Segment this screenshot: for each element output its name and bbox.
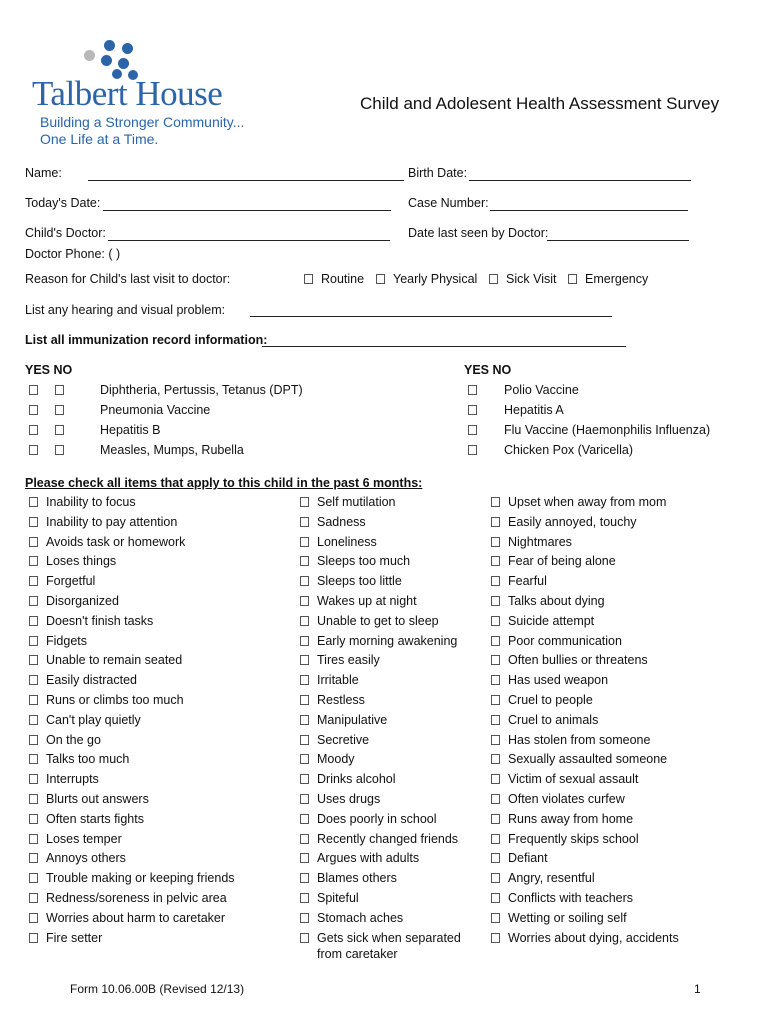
name-label: Name: bbox=[25, 166, 62, 180]
checklist-label: Sexually assaulted someone bbox=[508, 752, 668, 767]
checklist-item[interactable] bbox=[491, 534, 681, 552]
checkbox[interactable] bbox=[491, 497, 500, 507]
doctor-phone-label[interactable]: Doctor Phone: ( ) bbox=[25, 247, 121, 261]
checklist-label: Redness/soreness in pelvic area bbox=[46, 891, 227, 905]
page-number: 1 bbox=[694, 982, 701, 996]
checkbox[interactable] bbox=[491, 517, 500, 527]
birth-date-label: Birth Date: bbox=[408, 166, 468, 180]
checkbox[interactable] bbox=[300, 537, 309, 547]
checkbox[interactable] bbox=[29, 576, 38, 586]
checkbox[interactable] bbox=[491, 596, 500, 606]
logo-dot bbox=[122, 43, 133, 54]
checklist-item[interactable] bbox=[300, 494, 490, 512]
checklist-item[interactable] bbox=[300, 910, 490, 928]
checklist-item[interactable] bbox=[491, 652, 681, 670]
checklist-item[interactable] bbox=[29, 890, 227, 908]
checklist-item[interactable] bbox=[29, 910, 226, 928]
checkbox[interactable] bbox=[491, 933, 500, 943]
checkbox[interactable] bbox=[568, 274, 577, 284]
checklist-label: Gets sick when separated bbox=[317, 930, 461, 945]
checkbox[interactable] bbox=[491, 754, 500, 764]
checkbox[interactable] bbox=[491, 913, 500, 923]
yes-checkbox[interactable] bbox=[29, 425, 38, 435]
form-number: Form 10.06.00B (Revised 12/13) bbox=[70, 982, 245, 996]
checklist-item[interactable] bbox=[300, 633, 490, 651]
checklist-label: Disorganized bbox=[46, 594, 119, 608]
checklist-item[interactable] bbox=[300, 771, 490, 789]
checkbox[interactable] bbox=[29, 675, 38, 685]
checklist-item[interactable] bbox=[491, 732, 681, 750]
checkbox[interactable] bbox=[29, 893, 38, 903]
checkbox[interactable] bbox=[29, 556, 38, 566]
checklist-item[interactable] bbox=[491, 771, 681, 789]
checkbox[interactable] bbox=[304, 274, 313, 284]
checklist-label: Does poorly in school bbox=[317, 811, 437, 826]
checklist-label: Has used weapon bbox=[508, 673, 609, 688]
checklist-item[interactable] bbox=[29, 751, 219, 769]
checklist-item[interactable] bbox=[29, 870, 235, 888]
checklist-item[interactable] bbox=[491, 553, 681, 571]
checkbox[interactable] bbox=[29, 913, 38, 923]
vaccine-label: Flu Vaccine (Haemonphilis Influenza) bbox=[504, 423, 711, 437]
hearing-field[interactable] bbox=[250, 316, 612, 317]
checklist-label: Talks too much bbox=[46, 752, 130, 767]
checklist-item[interactable] bbox=[491, 791, 681, 809]
no-checkbox[interactable] bbox=[55, 445, 64, 455]
option-label: Routine bbox=[321, 272, 365, 286]
checkbox[interactable] bbox=[29, 517, 38, 527]
checkbox[interactable] bbox=[489, 274, 498, 284]
checklist-label: Nightmares bbox=[508, 534, 572, 549]
checkbox[interactable] bbox=[300, 794, 309, 804]
checklist-item[interactable] bbox=[29, 534, 219, 552]
checkbox[interactable] bbox=[29, 873, 38, 883]
checklist-label: Early morning awakening bbox=[317, 633, 458, 648]
yes-no-header: YES NO bbox=[464, 363, 512, 377]
checklist-label: Sadness bbox=[317, 514, 366, 529]
checklist-item[interactable] bbox=[300, 613, 490, 631]
checklist-item[interactable] bbox=[491, 870, 681, 888]
checkbox[interactable] bbox=[376, 274, 385, 284]
checklist-label: Worries about harm to caretaker bbox=[46, 910, 226, 925]
option-label: Emergency bbox=[585, 272, 649, 286]
checklist-item[interactable] bbox=[300, 811, 490, 829]
reason-label: Reason for Child's last visit to doctor: bbox=[25, 272, 231, 286]
checklist-label: Moody bbox=[317, 752, 355, 767]
checkbox[interactable] bbox=[300, 655, 309, 665]
logo-tagline: One Life at a Time. bbox=[40, 131, 159, 147]
hearing-label: List any hearing and visual problem: bbox=[25, 303, 226, 317]
checklist-label: Easily distracted bbox=[46, 673, 138, 688]
checklist-item[interactable] bbox=[491, 910, 681, 928]
checklist-item[interactable] bbox=[491, 692, 681, 710]
checklist-label: Runs away from home bbox=[508, 811, 634, 826]
checkbox[interactable] bbox=[300, 695, 309, 705]
checkbox[interactable] bbox=[29, 754, 38, 764]
checklist-item[interactable] bbox=[300, 732, 490, 750]
checkbox[interactable] bbox=[300, 754, 309, 764]
checklist-item[interactable] bbox=[491, 930, 681, 948]
vaccine-label: Chicken Pox (Varicella) bbox=[504, 443, 633, 457]
checklist-label: Restless bbox=[317, 693, 365, 707]
checkbox[interactable] bbox=[300, 774, 309, 784]
checklist-item[interactable] bbox=[491, 494, 681, 512]
checklist-item[interactable] bbox=[29, 553, 219, 571]
checklist-item[interactable] bbox=[300, 534, 490, 552]
checklist-item[interactable] bbox=[491, 613, 681, 631]
checklist-label: Tires easily bbox=[317, 653, 380, 668]
checkbox[interactable] bbox=[29, 636, 38, 646]
checklist-label: On the go bbox=[46, 732, 101, 747]
vaccine-label: Measles, Mumps, Rubella bbox=[100, 443, 244, 457]
checkbox[interactable] bbox=[300, 853, 309, 863]
no-checkbox[interactable] bbox=[55, 425, 64, 435]
checklist-label: Uses drugs bbox=[317, 792, 381, 806]
vaccine-label: Hepatitis A bbox=[504, 403, 564, 417]
checkbox[interactable] bbox=[300, 814, 309, 824]
checklist-label: Angry, resentful bbox=[508, 871, 595, 886]
checklist-item[interactable] bbox=[300, 593, 490, 611]
checklist-item[interactable] bbox=[29, 732, 219, 750]
checklist-item[interactable] bbox=[29, 850, 219, 868]
checkbox[interactable] bbox=[491, 655, 500, 665]
checkbox[interactable] bbox=[29, 853, 38, 863]
checklist-label: Loneliness bbox=[317, 534, 377, 549]
checklist-label: Drinks alcohol bbox=[317, 772, 396, 787]
checklist-item[interactable] bbox=[300, 692, 490, 710]
option-yearly-physical[interactable] bbox=[376, 271, 486, 289]
checkbox[interactable] bbox=[29, 794, 38, 804]
checklist-label: Has stolen from someone bbox=[508, 732, 651, 747]
checkbox[interactable] bbox=[29, 774, 38, 784]
checklist-label: Spiteful bbox=[317, 891, 359, 905]
option-label: Sick Visit bbox=[506, 272, 557, 286]
checklist-item[interactable] bbox=[300, 514, 490, 532]
checklist-item[interactable] bbox=[300, 791, 490, 809]
checkbox[interactable] bbox=[491, 556, 500, 566]
checklist-item[interactable] bbox=[29, 831, 219, 849]
checklist-item[interactable] bbox=[300, 850, 490, 868]
checklist-item[interactable] bbox=[491, 850, 681, 868]
checklist-item-continuation[interactable] bbox=[300, 946, 490, 964]
checklist-label: Worries about dying, accidents bbox=[508, 930, 679, 945]
checklist-label: Inability to pay attention bbox=[46, 514, 178, 529]
checkbox[interactable] bbox=[29, 715, 38, 725]
case-number-label: Case Number: bbox=[408, 196, 489, 210]
checklist-item[interactable] bbox=[300, 870, 490, 888]
checkbox[interactable] bbox=[300, 715, 309, 725]
checklist-label: Often starts fights bbox=[46, 811, 144, 826]
option-label: Yearly Physical bbox=[393, 272, 478, 286]
date-last-seen-label: Date last seen by Doctor: bbox=[408, 226, 549, 240]
option-sick-visit[interactable] bbox=[489, 271, 564, 289]
yes-checkbox[interactable] bbox=[29, 445, 38, 455]
checkbox[interactable] bbox=[29, 814, 38, 824]
checkbox[interactable] bbox=[491, 853, 500, 863]
checkbox[interactable] bbox=[491, 794, 500, 804]
checklist-label: Secretive bbox=[317, 732, 370, 747]
checklist-label: Easily annoyed, touchy bbox=[508, 514, 637, 529]
checklist-item[interactable] bbox=[29, 712, 219, 730]
checklist-item[interactable] bbox=[300, 890, 490, 908]
checklist-label: Wakes up at night bbox=[317, 594, 417, 608]
checkbox[interactable] bbox=[300, 596, 309, 606]
checklist-label: Loses temper bbox=[46, 831, 122, 846]
case-number-field[interactable] bbox=[490, 210, 688, 211]
checklist-item[interactable] bbox=[300, 553, 490, 571]
immunization-heading: List all immunization record information: bbox=[25, 333, 268, 347]
checklist-item[interactable] bbox=[29, 930, 219, 948]
yes-checkbox[interactable] bbox=[468, 385, 477, 395]
checklist-label: Fidgets bbox=[46, 633, 87, 648]
checkbox[interactable] bbox=[29, 616, 38, 626]
document-title: Child and Adolesent Health Assessment Survey bbox=[360, 94, 720, 113]
option-routine[interactable] bbox=[304, 271, 374, 289]
checklist-label: Blames others bbox=[317, 871, 397, 886]
logo-dot bbox=[118, 58, 129, 69]
checklist-label: Blurts out answers bbox=[46, 792, 149, 806]
checklist-item[interactable] bbox=[491, 633, 681, 651]
checkbox[interactable] bbox=[491, 873, 500, 883]
checklist-item[interactable] bbox=[29, 573, 219, 591]
checklist-label: Fear of being alone bbox=[508, 554, 616, 569]
checklist-label: Conflicts with teachers bbox=[508, 891, 634, 905]
checkbox[interactable] bbox=[300, 636, 309, 646]
checkbox[interactable] bbox=[491, 814, 500, 824]
checklist-label: Talks about dying bbox=[508, 594, 605, 608]
checklist-item[interactable] bbox=[300, 751, 490, 769]
checklist-item[interactable] bbox=[491, 573, 681, 591]
checklist-item[interactable] bbox=[29, 692, 219, 710]
checkbox[interactable] bbox=[491, 636, 500, 646]
checklist-label: Often bullies or threatens bbox=[508, 653, 648, 668]
checklist-item[interactable] bbox=[491, 890, 681, 908]
checkbox[interactable] bbox=[300, 616, 309, 626]
checklist-label: Manipulative bbox=[317, 712, 388, 727]
checklist-label: Cruel to people bbox=[508, 693, 593, 707]
checklist-item[interactable] bbox=[300, 652, 490, 670]
checklist-label: Unable to remain seated bbox=[46, 653, 183, 668]
checklist-item[interactable] bbox=[300, 573, 490, 591]
checkbox[interactable] bbox=[29, 537, 38, 547]
logo-dot bbox=[84, 50, 95, 61]
checkbox[interactable] bbox=[491, 774, 500, 784]
checklist-label: Poor communication bbox=[508, 633, 622, 648]
checklist-item[interactable] bbox=[29, 593, 219, 611]
checkbox[interactable] bbox=[491, 735, 500, 745]
logo-dot bbox=[101, 55, 112, 66]
yes-no-header: YES NO bbox=[25, 363, 73, 377]
checkbox[interactable] bbox=[491, 695, 500, 705]
checklist-item[interactable] bbox=[29, 791, 219, 809]
checklist-label: Fire setter bbox=[46, 930, 103, 945]
checklist-item[interactable] bbox=[29, 514, 219, 532]
checkbox[interactable] bbox=[300, 675, 309, 685]
checklist-label: Cruel to animals bbox=[508, 712, 599, 727]
checklist-item[interactable] bbox=[29, 652, 219, 670]
yes-checkbox[interactable] bbox=[468, 425, 477, 435]
checkbox[interactable] bbox=[300, 735, 309, 745]
checkbox[interactable] bbox=[29, 695, 38, 705]
checkbox[interactable] bbox=[300, 933, 309, 943]
checklist-item[interactable] bbox=[29, 811, 219, 829]
checkbox[interactable] bbox=[300, 576, 309, 586]
checklist-label: Argues with adults bbox=[317, 851, 420, 866]
checklist-item[interactable] bbox=[29, 672, 219, 690]
immunization-field[interactable] bbox=[262, 346, 626, 347]
checkbox[interactable] bbox=[491, 675, 500, 685]
yes-checkbox[interactable] bbox=[468, 405, 477, 415]
yes-checkbox[interactable] bbox=[468, 445, 477, 455]
checkbox[interactable] bbox=[29, 735, 38, 745]
checklist-item[interactable] bbox=[491, 514, 681, 532]
checklist-label: Self mutilation bbox=[317, 495, 396, 509]
logo-brand: Talbert House bbox=[32, 74, 223, 113]
checklist-item[interactable] bbox=[491, 672, 681, 690]
todays-date-field[interactable] bbox=[103, 210, 391, 211]
checkbox[interactable] bbox=[29, 834, 38, 844]
checklist-heading: Please check all items that apply to this child in the past 6 months: bbox=[25, 476, 423, 490]
vaccine-label: Pneumonia Vaccine bbox=[100, 403, 211, 417]
checkbox[interactable] bbox=[29, 655, 38, 665]
checklist-item[interactable] bbox=[300, 831, 490, 849]
date-last-seen-field[interactable] bbox=[547, 240, 689, 241]
checklist-label: Inability to focus bbox=[46, 495, 136, 509]
checkbox[interactable] bbox=[491, 834, 500, 844]
no-checkbox[interactable] bbox=[55, 385, 64, 395]
checklist-label: Upset when away from mom bbox=[508, 495, 667, 509]
checklist-label: Interrupts bbox=[46, 772, 99, 787]
checklist-label: Doesn't finish tasks bbox=[46, 613, 154, 628]
logo-tagline: Building a Stronger Community... bbox=[40, 114, 245, 130]
checklist-item[interactable] bbox=[300, 672, 490, 690]
checklist-label: Annoys others bbox=[46, 851, 126, 866]
checklist-label: Frequently skips school bbox=[508, 831, 639, 846]
checklist-label: Can't play quietly bbox=[46, 712, 141, 727]
checkbox[interactable] bbox=[491, 537, 500, 547]
checklist-label: Unable to get to sleep bbox=[317, 613, 439, 628]
checkbox[interactable] bbox=[29, 933, 38, 943]
checklist-label: Defiant bbox=[508, 851, 548, 866]
checklist-label: Fearful bbox=[508, 574, 547, 589]
checklist-item[interactable] bbox=[29, 613, 219, 631]
checklist-label: from caretaker bbox=[317, 947, 398, 962]
checklist-label: Stomach aches bbox=[317, 910, 404, 925]
birth-date-field[interactable] bbox=[469, 180, 691, 181]
checkbox[interactable] bbox=[300, 873, 309, 883]
checklist-label: Irritable bbox=[317, 673, 359, 688]
childs-doctor-field[interactable] bbox=[108, 240, 390, 241]
checklist-label: Victim of sexual assault bbox=[508, 772, 639, 787]
name-field[interactable] bbox=[88, 180, 404, 181]
checklist-item[interactable] bbox=[491, 593, 681, 611]
option-emergency[interactable] bbox=[568, 271, 653, 289]
checklist-item[interactable] bbox=[300, 712, 490, 730]
checklist-label: Loses things bbox=[46, 554, 117, 569]
checkbox[interactable] bbox=[300, 893, 309, 903]
checklist-label: Trouble making or keeping friends bbox=[46, 871, 235, 886]
checkbox[interactable] bbox=[491, 576, 500, 586]
childs-doctor-label: Child's Doctor: bbox=[25, 226, 106, 240]
checklist-label: Avoids task or homework bbox=[46, 534, 186, 549]
yes-checkbox[interactable] bbox=[29, 405, 38, 415]
checkbox[interactable] bbox=[300, 556, 309, 566]
checklist-item[interactable] bbox=[29, 633, 219, 651]
vaccine-label: Hepatitis B bbox=[100, 423, 161, 437]
checklist-label: Suicide attempt bbox=[508, 613, 595, 628]
logo bbox=[28, 36, 278, 148]
checklist-label: Wetting or soiling self bbox=[508, 910, 627, 925]
vaccine-label: Polio Vaccine bbox=[504, 383, 579, 397]
checklist-item[interactable] bbox=[29, 771, 219, 789]
checklist-label: Sleeps too little bbox=[317, 574, 402, 589]
checklist-item[interactable] bbox=[491, 712, 681, 730]
checklist-item[interactable] bbox=[491, 751, 681, 769]
checklist-item[interactable] bbox=[491, 811, 681, 829]
vaccine-label: Diphtheria, Pertussis, Tetanus (DPT) bbox=[100, 383, 303, 397]
logo-dot bbox=[104, 40, 115, 51]
checklist-label: Runs or climbs too much bbox=[46, 693, 184, 707]
checkbox[interactable] bbox=[300, 497, 309, 507]
yes-checkbox[interactable] bbox=[29, 385, 38, 395]
checkbox[interactable] bbox=[29, 497, 38, 507]
checklist-label: Often violates curfew bbox=[508, 792, 625, 806]
checkbox[interactable] bbox=[29, 596, 38, 606]
checklist-item[interactable] bbox=[29, 494, 219, 512]
checkbox[interactable] bbox=[300, 913, 309, 923]
todays-date-label: Today's Date: bbox=[25, 196, 101, 210]
checkbox[interactable] bbox=[491, 715, 500, 725]
checklist-label: Forgetful bbox=[46, 574, 96, 589]
checkbox[interactable] bbox=[300, 834, 309, 844]
checklist-label: Sleeps too much bbox=[317, 554, 411, 569]
checklist-label: Recently changed friends bbox=[317, 831, 459, 846]
checklist-item[interactable] bbox=[491, 831, 681, 849]
checkbox[interactable] bbox=[300, 517, 309, 527]
no-checkbox[interactable] bbox=[55, 405, 64, 415]
checkbox[interactable] bbox=[491, 893, 500, 903]
checkbox[interactable] bbox=[491, 616, 500, 626]
checklist-item[interactable] bbox=[300, 930, 490, 948]
